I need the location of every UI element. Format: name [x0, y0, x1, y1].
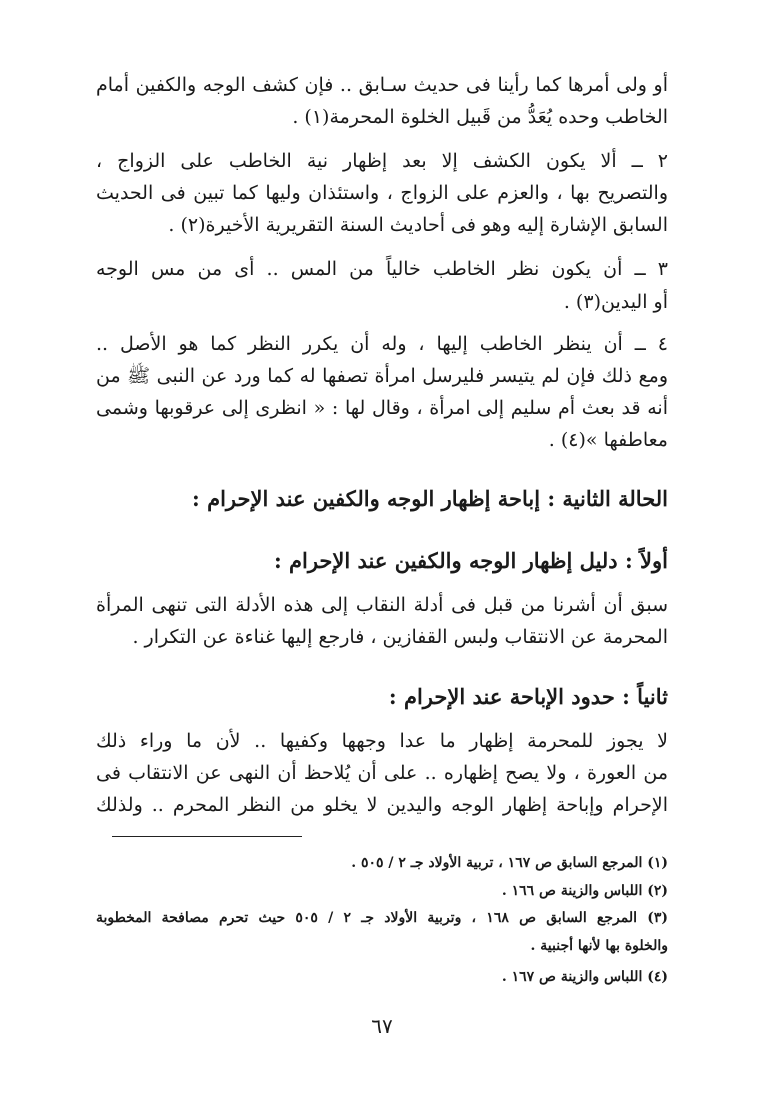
text-line: الخاطب وحده يُعَدُّ من قَبيل الخلوة المحرمة(١) .: [292, 106, 668, 128]
text-line: لا يجوز للمحرمة إظهار ما عدا وجهها وكفيها .. لأن ما وراء ذلك: [96, 730, 668, 752]
footnote-divider: [112, 836, 302, 837]
text-line: الإحرام وإباحة إظهار الوجه واليدين لا يخلو من النظر المحرم .. ولذلك: [96, 794, 668, 816]
text-line: والتصريح بها ، والعزم على الزواج ، واستئذان وليها كما تبين فى الحديث: [96, 182, 668, 204]
section-heading: الحالة الثانية : إباحة إظهار الوجه والكفين عند الإحرام :: [192, 486, 668, 511]
footnote: والخلوة بها لأنها أجنبية .: [530, 938, 668, 954]
text-line: ومع ذلك فإن لم يتيسر فليرسل امرأة تصفها له كما ورد عن النبى ﷺ من: [96, 365, 668, 387]
subsection-heading: أولاً : دليل إظهار الوجه والكفين عند الإحرام :: [273, 548, 668, 573]
text-line: ٣ ــ أن يكون نظر الخاطب خالياً من المس .. أى من مس الوجه: [96, 258, 668, 280]
footnote: (٣) المرجع السابق ص ١٦٨ ، وتربية الأولاد جـ ٢ / ٥٠٥ حيث تحرم مصافحة المخطوبة: [96, 910, 668, 926]
text-line: المحرمة عن الانتقاب ولبس القفازين ، فارجع إليها غناءة عن التكرار .: [132, 626, 668, 648]
text-line: من العورة ، ولا يصح إظهاره .. على أن يُلاحظ أن النهى عن الانتقاب فى: [96, 762, 668, 784]
text-line: أنه قد بعث أم سليم إلى امرأة ، وقال لها : « انظرى إلى عرقوبها وشمى: [96, 397, 668, 419]
footnote: (١) المرجع السابق ص ١٦٧ ، تربية الأولاد جـ ٢ / ٥٠٥ .: [351, 855, 668, 871]
text-line: معاطفها »(٤) .: [548, 429, 668, 451]
text-line: أو اليدين(٣) .: [563, 291, 668, 313]
text-line: أو ولى أمرها كما رأينا فى حديث سـابق .. فإن كشف الوجه والكفين أمام: [96, 74, 668, 96]
text-line: ٢ ــ ألا يكون الكشف إلا بعد إظهار نية الخاطب على الزواج ،: [96, 150, 668, 172]
text-line: السابق الإشارة إليه وهو فى أحاديث السنة التقريرية الأخيرة(٢) .: [168, 214, 668, 236]
text-line: ٤ ــ أن ينظر الخاطب إليها ، وله أن يكرر النظر كما هو الأصل ..: [96, 333, 668, 355]
footnote: (٤) اللباس والزينة ص ١٦٧ .: [501, 969, 668, 985]
subsection-heading: ثانياً : حدود الإباحة عند الإحرام :: [388, 684, 668, 709]
page-number: ٦٧: [371, 1014, 393, 1038]
footnote: (٢) اللباس والزينة ص ١٦٦ .: [501, 883, 668, 899]
text-line: سبق أن أشرنا من قبل فى أدلة النقاب إلى هذه الأدلة التى تنهى المرأة: [96, 594, 668, 616]
